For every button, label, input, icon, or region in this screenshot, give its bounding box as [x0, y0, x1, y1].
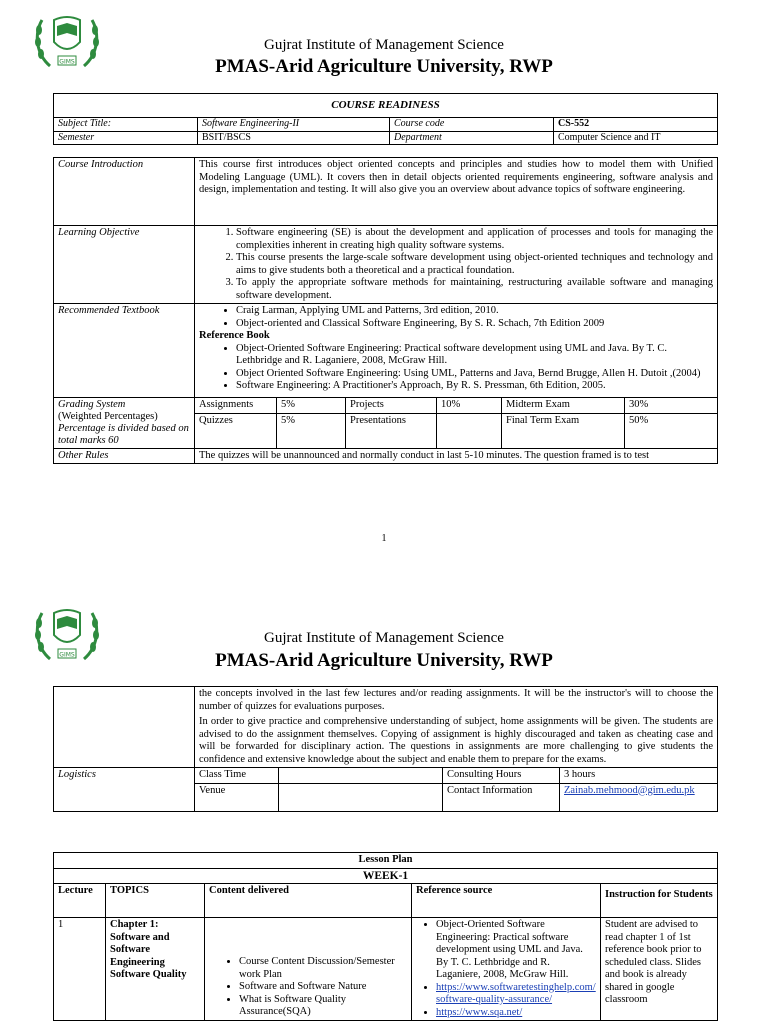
university-name: PMAS-Arid Agriculture University, RWP	[215, 56, 553, 77]
objective-item: 1. Software engineering (SE) is about the development and application of processes and tools for managing the complexities inherent in creating high quality software systems.	[236, 227, 713, 252]
reference-link[interactable]: https://www.sqa.net/	[436, 1006, 523, 1018]
grading-presentations-pct	[437, 413, 502, 448]
reference-cell	[412, 918, 601, 1021]
rules-continued-label	[54, 687, 195, 768]
objective-item: 3. To apply the appropriate software methods for maintaining, restructuring available software and managing software development.	[236, 277, 713, 302]
institute-name: Gujrat Institute of Management Science	[264, 630, 504, 646]
consulting-value: 3 hours	[560, 768, 718, 784]
grading-quizzes-pct: 5%	[277, 413, 346, 448]
grading-projects-pct: 10%	[437, 397, 502, 413]
rules-text-2: the concepts involved in the last few lectures and/or reading assignments. It will be the instructor's will to choose the number of quizzes for evaluations purposes.	[199, 688, 714, 712]
grading-quizzes: Quizzes	[195, 413, 277, 448]
subject-label: Subject Title:	[54, 118, 198, 132]
svg-text:GIMS: GIMS	[59, 651, 75, 659]
objectives-cell	[195, 226, 718, 304]
university-name: PMAS-Arid Agriculture University, RWP	[215, 650, 553, 671]
contact-label: Contact Information	[443, 783, 560, 811]
course-details-continued-table	[53, 686, 718, 812]
grading-assignments: Assignments	[195, 397, 277, 413]
lesson-plan-title: Lesson Plan	[54, 853, 718, 869]
textbook-label: Recommended Textbook	[54, 304, 195, 398]
page-number: 1	[381, 533, 387, 544]
contact-email-link[interactable]: Zainab.mehmood@gim.edu.pk	[564, 784, 695, 796]
grading-midterm-pct: 30%	[625, 397, 718, 413]
semester-value: BSIT/BSCS	[198, 131, 390, 145]
class-time-value	[279, 768, 443, 784]
grading-midterm: Midterm Exam	[502, 397, 625, 413]
department-value: Computer Science and IT	[554, 131, 718, 145]
grading-assignments-pct: 5%	[277, 397, 346, 413]
logistics-label: Logistics	[54, 768, 195, 812]
reference-item: • Software Engineering: A Practitioner's Approach, By R. S. Pressman, 6th Edition, 2005.	[236, 380, 713, 393]
reference-item: • Object-Oriented Software Engineering: Practical software development using UML and Java. By T. C. Lethbridge and R. Laganiere, 2008, McGraw Hill.	[236, 343, 713, 368]
rules-text-3: In order to give practice and comprehensive understanding of subject, home assignments will be given. The students are advised to do the assignment themselves. Copying of assignment is highly discouraged and taken as cheating case and will be forwarded for disciplinary action. The questions in assignments are more challenging to give students the confidence and extensive knowledge about the subject and enable them to prepare for the exams.	[199, 716, 714, 765]
institute-name: Gujrat Institute of Management Science	[264, 37, 504, 53]
grading-note: Percentage is divided based on total marks 60	[58, 422, 189, 446]
course-readiness-table	[53, 93, 718, 145]
lecture-topic: Chapter 1: Software and Software Engineering Software Quality	[106, 918, 205, 1021]
lecture-number: 1	[54, 918, 106, 1021]
reference-link-item	[436, 982, 596, 1007]
grading-label: Grading System	[58, 398, 126, 410]
semester-label: Semester	[54, 131, 198, 145]
reference-link[interactable]: https://www.softwaretestinghelp.com/software-quality-assurance/	[436, 981, 596, 1005]
content-item: • Software and Software Nature	[239, 981, 407, 994]
intro-label: Course Introduction	[54, 158, 195, 226]
header-content: Content delivered	[205, 884, 412, 918]
grading-label-cell	[54, 397, 195, 448]
lesson-plan-table	[53, 852, 718, 1021]
header-lecture: Lecture	[54, 884, 106, 918]
content-item: • Course Content Discussion/Semester work Plan	[239, 956, 407, 981]
objective-label: Learning Objective	[54, 226, 195, 304]
rules-label: Other Rules	[54, 448, 195, 464]
course-details-table	[53, 157, 718, 464]
objective-item: 2. This course presents the large-scale software development using object-oriented techniques and technology and aims to give students both a theoretical and a practical foundation.	[236, 252, 713, 277]
intro-text: This course first introduces object oriented concepts and principles and studies how to model them with Unified Modeling Language (UML). It covers then in detail objects oriented requirements engineering, software analysis and design, implementation and testing. It will also give you an overview about advance topics of software engineering.	[195, 158, 718, 226]
grading-sub: (Weighted Percentages)	[58, 410, 158, 422]
reference-heading: Reference Book	[199, 330, 270, 341]
course-code-label: Course code	[390, 118, 554, 132]
readiness-title: COURSE READINESS	[54, 94, 718, 118]
rules-text-1: The quizzes will be unannounced and normally conduct in last 5-10 minutes. The question framed is to test	[195, 448, 718, 464]
class-time-label: Class Time	[195, 768, 279, 784]
grading-final-pct: 50%	[625, 413, 718, 448]
textbook-item: • Object-oriented and Classical Software Engineering, By S. R. Schach, 7th Edition 2009	[236, 318, 713, 331]
svg-text:GIMS: GIMS	[59, 58, 75, 66]
grading-presentations: Presentations	[346, 413, 437, 448]
header-reference: Reference source	[412, 884, 601, 918]
grading-projects: Projects	[346, 397, 437, 413]
venue-value	[279, 783, 443, 811]
consulting-label: Consulting Hours	[443, 768, 560, 784]
reference-item: • Object Oriented Software Engineering: Using UML, Patterns and Java, Bernd Brugge, Allen H. Dutoit ,(2004)	[236, 368, 713, 381]
department-label: Department	[390, 131, 554, 145]
table-row	[54, 918, 718, 1021]
subject-value: Software Engineering-II	[198, 118, 390, 132]
instruction-text: Student are advised to read chapter 1 of 1st reference book prior to scheduled class. Slides and book is already shared in google classroom	[601, 918, 718, 1021]
grading-final: Final Term Exam	[502, 413, 625, 448]
header-instruction: Instruction for Students	[601, 884, 718, 918]
content-item: • What is Software Quality Assurance(SQA)	[239, 994, 407, 1019]
rules-continued-cell	[195, 687, 718, 768]
textbook-item: • Craig Larman, Applying UML and Patterns, 3rd edition, 2010.	[236, 305, 713, 318]
textbooks-cell	[195, 304, 718, 398]
course-code-value: CS-552	[554, 118, 718, 132]
content-cell	[205, 918, 412, 1021]
venue-label: Venue	[195, 783, 279, 811]
week-title: WEEK-1	[54, 868, 718, 884]
reference-book-item: • Object-Oriented Software Engineering: Practical software development using UML and Java. By T. C. Lethbridge and R. Laganiere, 2008, McGraw Hill.	[436, 919, 596, 982]
contact-value-cell	[560, 783, 718, 811]
header-topics: TOPICS	[106, 884, 205, 918]
reference-link-item	[436, 1007, 596, 1020]
